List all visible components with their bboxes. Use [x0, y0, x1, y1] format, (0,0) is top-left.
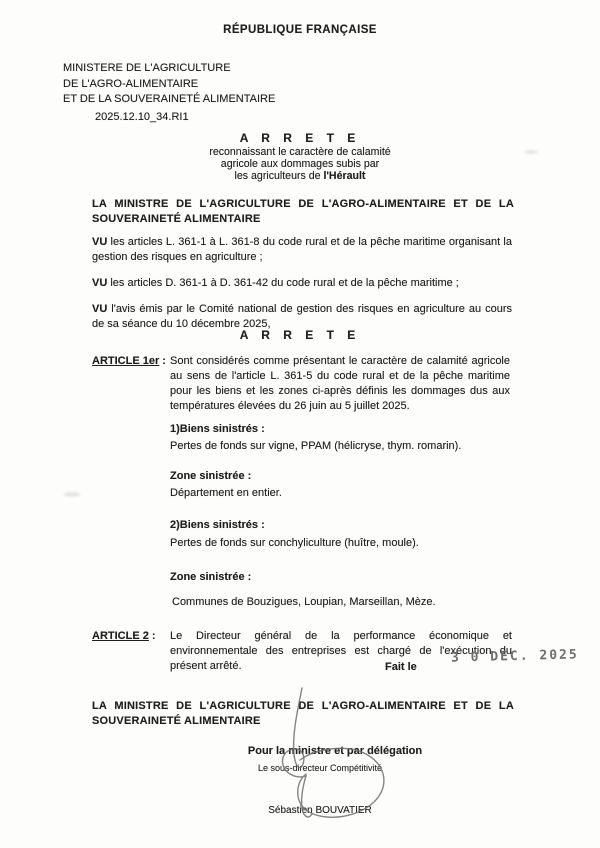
scan-artifact [524, 150, 538, 154]
vu-label-3: VU [92, 303, 108, 315]
vu-text-3: l'avis émis par le Comité national de gestion des risques en agriculture au cours de sa séance du 10 décembre 2025, [92, 303, 512, 330]
vu-paragraph-1 [92, 235, 512, 265]
vu-label-2: VU [92, 277, 108, 289]
article-1-label-text: ARTICLE 1er [92, 355, 160, 367]
subtitle-line-2: agricole aux dommages subis par [220, 158, 380, 170]
article-2-body: Le Directeur général de la performance économique et environnementale des entreprises est chargé de l'exécution du présent arrêté. [170, 630, 512, 672]
minister-heading-bottom: LA MINISTRE DE L'AGRICULTURE DE L'AGRO-ALIMENTAIRE ET DE LA SOUVERAINETÉ ALIMENTAIRE [92, 700, 514, 727]
subtitle-line-3-department: l'Hérault [323, 170, 366, 182]
subtitle-line-3-prefix: les agriculteurs de [234, 170, 324, 182]
section-3-text: Pertes de fonds sur conchyliculture (huître, moule). [170, 537, 419, 549]
ministry-block [63, 61, 275, 108]
article-2-label-text: ARTICLE 2 [92, 630, 149, 642]
ministry-line-3: ET DE LA SOUVERAINETÉ ALIMENTAIRE [63, 93, 276, 105]
delegation-line: Pour la ministre et par délégation [247, 745, 423, 757]
section-2-text: Département en entier. [170, 487, 282, 499]
subtitle-line-3 [0, 170, 600, 182]
article-2-colon: : [148, 630, 156, 642]
section-4-text: Communes de Bouzigues, Loupian, Marseillan, Mèze. [172, 596, 436, 608]
arrete-subtitle [0, 146, 600, 182]
article-1-colon: : [159, 355, 166, 367]
section-4-heading: Zone sinistrée : [170, 571, 252, 583]
article-2-label [92, 629, 156, 644]
vu-label-1: VU [92, 236, 108, 248]
vu-text-1: les articles L. 361-1 à L. 361-8 du code rural et de la pêche maritime organisant la gestion des risques en agriculture ; [92, 236, 512, 263]
article-1-body: Sont considérés comme présentant le caractère de calamité agricole au sens de l'article L. 361-5 du code rural et de la pêche maritime pour les biens et les zones ci-après définis les dommages dus aux températures élevées du 26 juin au 5 juillet 2025. [170, 355, 510, 412]
section-1-heading: 1)Biens sinistrés : [170, 423, 265, 435]
arrete-enacting-word: A R R E T E [239, 328, 361, 342]
arrete-title: A R R E T E [239, 131, 361, 145]
subtitle-line-1: reconnaissant le caractère de calamité [209, 146, 391, 158]
ministry-line-1: MINISTERE DE L'AGRICULTURE [63, 62, 231, 74]
republic-title: RÉPUBLIQUE FRANÇAISE [223, 24, 377, 36]
document-reference: 2025.12.10_34.RI1 [95, 111, 189, 123]
ministry-line-2: DE L'AGRO-ALIMENTAIRE [63, 77, 199, 90]
article-1-label [92, 354, 166, 369]
section-2-heading: Zone sinistrée : [170, 470, 252, 482]
scan-artifact [64, 492, 80, 497]
vu-text-2: les articles D. 361-1 à D. 361-42 du code rural et de la pêche maritime ; [107, 277, 459, 289]
fait-le-label: Fait le [385, 661, 417, 673]
sub-director-line: Le sous-directeur Compétitivité [257, 763, 383, 773]
date-stamp: 3 0 DEC. 2025 [450, 647, 579, 666]
signatory-name: Sébastien BOUVATIER [268, 805, 372, 816]
section-1-text: Pertes de fonds sur vigne, PPAM (hélicryse, thym. romarin). [170, 440, 462, 452]
section-3-heading: 2)Biens sinistrés : [170, 519, 265, 531]
vu-paragraph-2 [92, 276, 512, 291]
minister-heading-top: LA MINISTRE DE L'AGRICULTURE DE L'AGRO-ALIMENTAIRE ET DE LA SOUVERAINETÉ ALIMENTAIRE [92, 198, 514, 225]
